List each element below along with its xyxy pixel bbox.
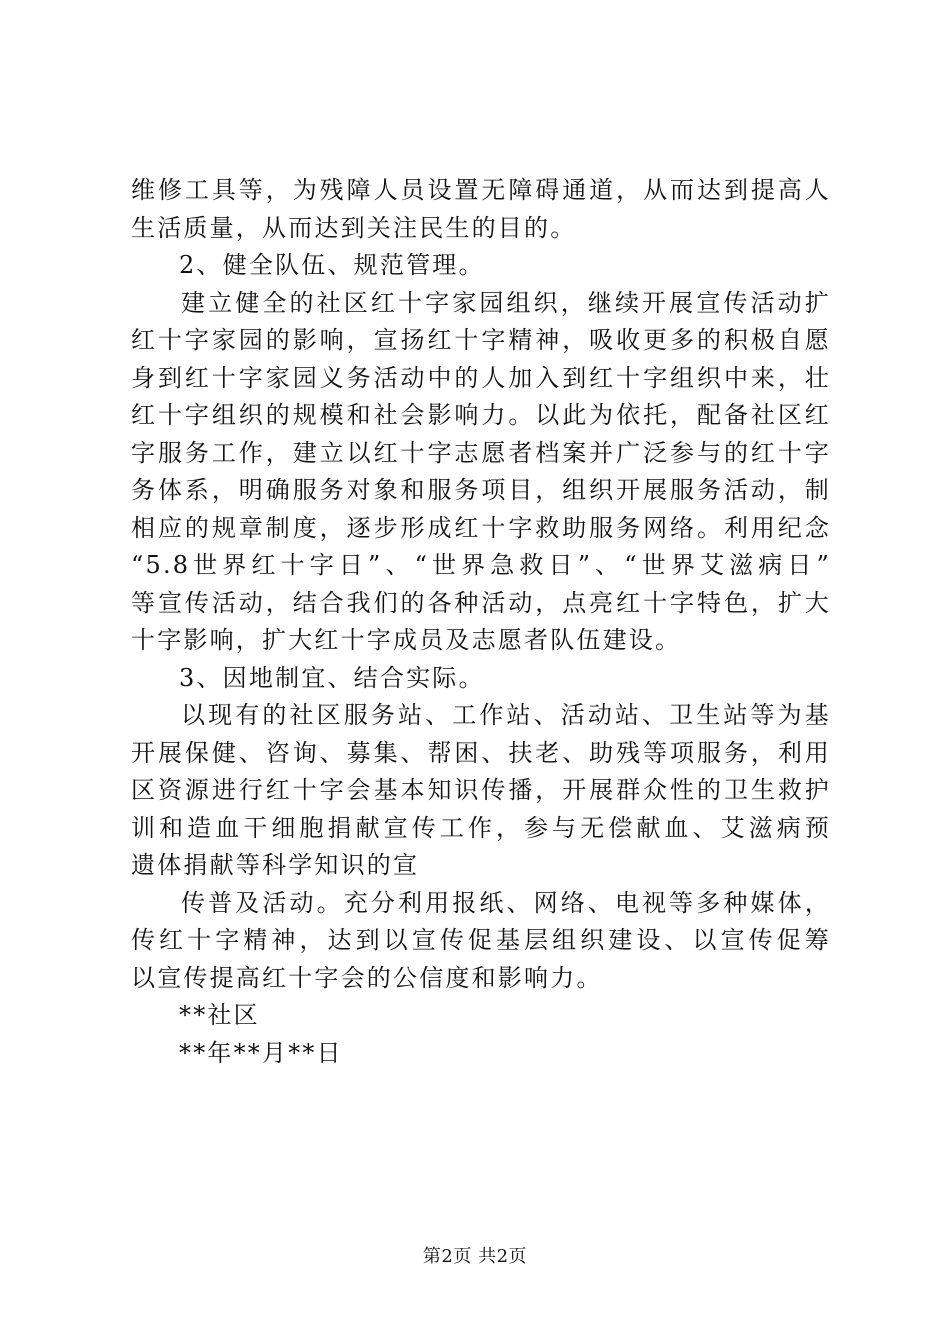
signature-date: **年**月**日 — [179, 1038, 343, 1067]
section-heading: 2、健全队伍、规范管理。 — [179, 251, 485, 279]
text-line: 务体系，明确服务对象和服务项目，组织开展服务活动，制 — [131, 476, 831, 504]
text-line: 遗体捐献等科学知识的宣 — [131, 851, 420, 879]
text-line: 身到红十字家园义务活动中的人加入到红十字组织中来，壮 — [131, 363, 831, 392]
text-line: 相应的规章制度，逐步形成红十字救助服务网络。利用纪念 — [131, 513, 831, 542]
text-line: 区资源进行红十字会基本知识传播，开展群众性的卫生救护 — [131, 776, 831, 804]
text-line: 传普及活动。充分利用报纸、网络、电视等多种媒体， — [181, 888, 831, 917]
text-line: 十字影响，扩大红十字成员及志愿者队伍建设。 — [131, 626, 682, 654]
page-number-footer: 第2页 共2页 — [422, 1246, 528, 1267]
document-body — [131, 172, 831, 1072]
section-heading: 3、因地制宜、结合实际。 — [179, 663, 485, 692]
text-line: 传红十字精神，达到以宣传促基层组织建设、以宣传促筹 — [131, 926, 831, 954]
text-line: 生活质量，从而达到关注民生的目的。 — [131, 213, 577, 242]
text-line: 训和造血干细胞捐献宣传工作，参与无偿献血、艾滋病预 — [131, 813, 831, 842]
text-line: 以现有的社区服务站、工作站、活动站、卫生站等为基 — [181, 701, 831, 729]
text-line: 红十字组织的规模和社会影响力。以此为依托，配备社区红 — [131, 401, 831, 429]
text-line: 建立健全的社区红十字家园组织，继续开展宣传活动扩 — [181, 288, 831, 317]
text-line: 等宣传活动，结合我们的各种活动，点亮红十字特色，扩大 — [131, 588, 831, 617]
signature-organization: **社区 — [179, 1001, 260, 1029]
text-line: 以宣传提高红十字会的公信度和影响力。 — [131, 963, 603, 992]
text-line: 开展保健、咨询、募集、帮困、扶老、助残等项服务，利用 — [131, 738, 831, 767]
text-line: 维修工具等，为残障人员设置无障碍通道，从而达到提高人 — [131, 176, 831, 204]
text-line: 红十字家园的影响，宣扬红十字精神，吸收更多的积极自愿 — [131, 326, 831, 354]
text-line: 字服务工作，建立以红十字志愿者档案并广泛参与的红十字 — [131, 438, 831, 467]
text-line: “5.8世界红十字日”、“世界急救日”、“世界艾滋病日” — [131, 551, 831, 579]
